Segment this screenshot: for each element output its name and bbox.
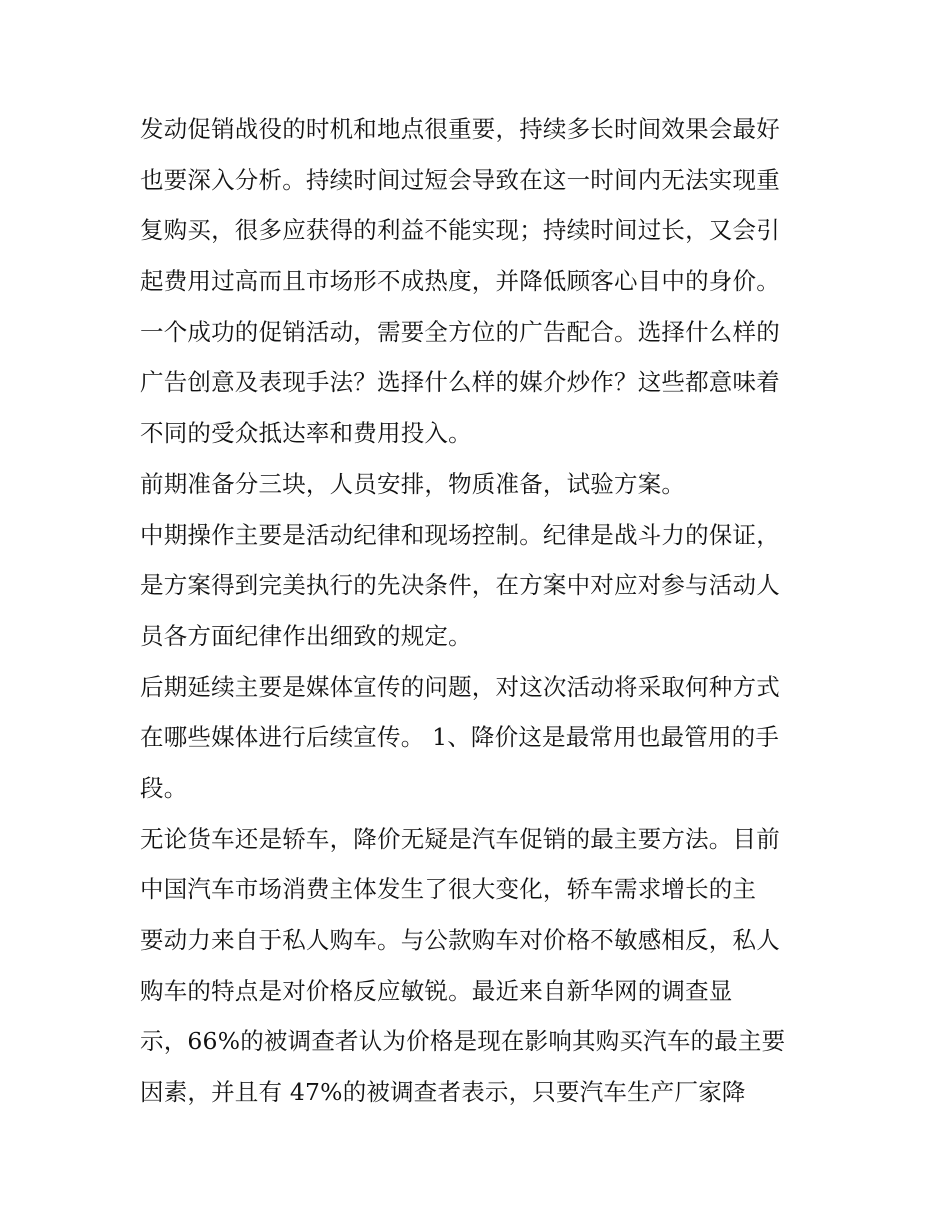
text-line: 起费用过高而且市场形不成热度，并降低顾客心目中的身价。 [140, 267, 780, 296]
text-line: 广告创意及表现手法？选择什么样的媒介炒作？这些都意味着 [140, 368, 780, 397]
text-line: 因素，并且有 47%的被调查者表示，只要汽车生产厂家降 [140, 1078, 746, 1107]
text-line: 是方案得到完美执行的先决条件，在方案中对应对参与活动人 [140, 571, 780, 600]
text-line: 购车的特点是对价格反应敏锐。最近来自新华网的调查显 [140, 976, 733, 1005]
text-line: 中期操作主要是活动纪律和现场控制。纪律是战斗力的保证， [140, 520, 780, 549]
body-text [140, 104, 820, 1118]
text-line: 要动力来自于私人购车。与公款购车对价格不敏感相反，私人 [140, 926, 780, 954]
text-line: 不同的受众抵达率和费用投入。 [140, 419, 472, 448]
text-line: 后期延续主要是媒体宣传的问题，对这次活动将采取何种方式 [140, 672, 780, 701]
text-line: 复购买，很多应获得的利益不能实现；持续时间过长，又会引 [140, 216, 780, 245]
text-line: 发动促销战役的时机和地点很重要，持续多长时间效果会最好 [140, 115, 780, 143]
text-line: 无论货车还是轿车，降价无疑是汽车促销的最主要方法。目前 [140, 824, 780, 853]
text-line: 中国汽车市场消费主体发生了很大变化，轿车需求增长的主 [140, 875, 757, 904]
text-line: 示，66%的被调查者认为价格是现在影响其购买汽车的最主要 [140, 1027, 786, 1056]
text-line: 段。 [140, 773, 188, 802]
text-line: 员各方面纪律作出细致的规定。 [140, 621, 472, 650]
text-line: 一个成功的促销活动，需要全方位的广告配合。选择什么样的 [140, 317, 780, 346]
text-line: 在哪些媒体进行后续宣传。 1、降价这是最常用也最管用的手 [140, 723, 780, 752]
text-line: 也要深入分析。持续时间过短会导致在这一时间内无法实现重 [140, 165, 780, 194]
text-line: 前期准备分三块，人员安排，物质准备，试验方案。 [140, 469, 686, 498]
